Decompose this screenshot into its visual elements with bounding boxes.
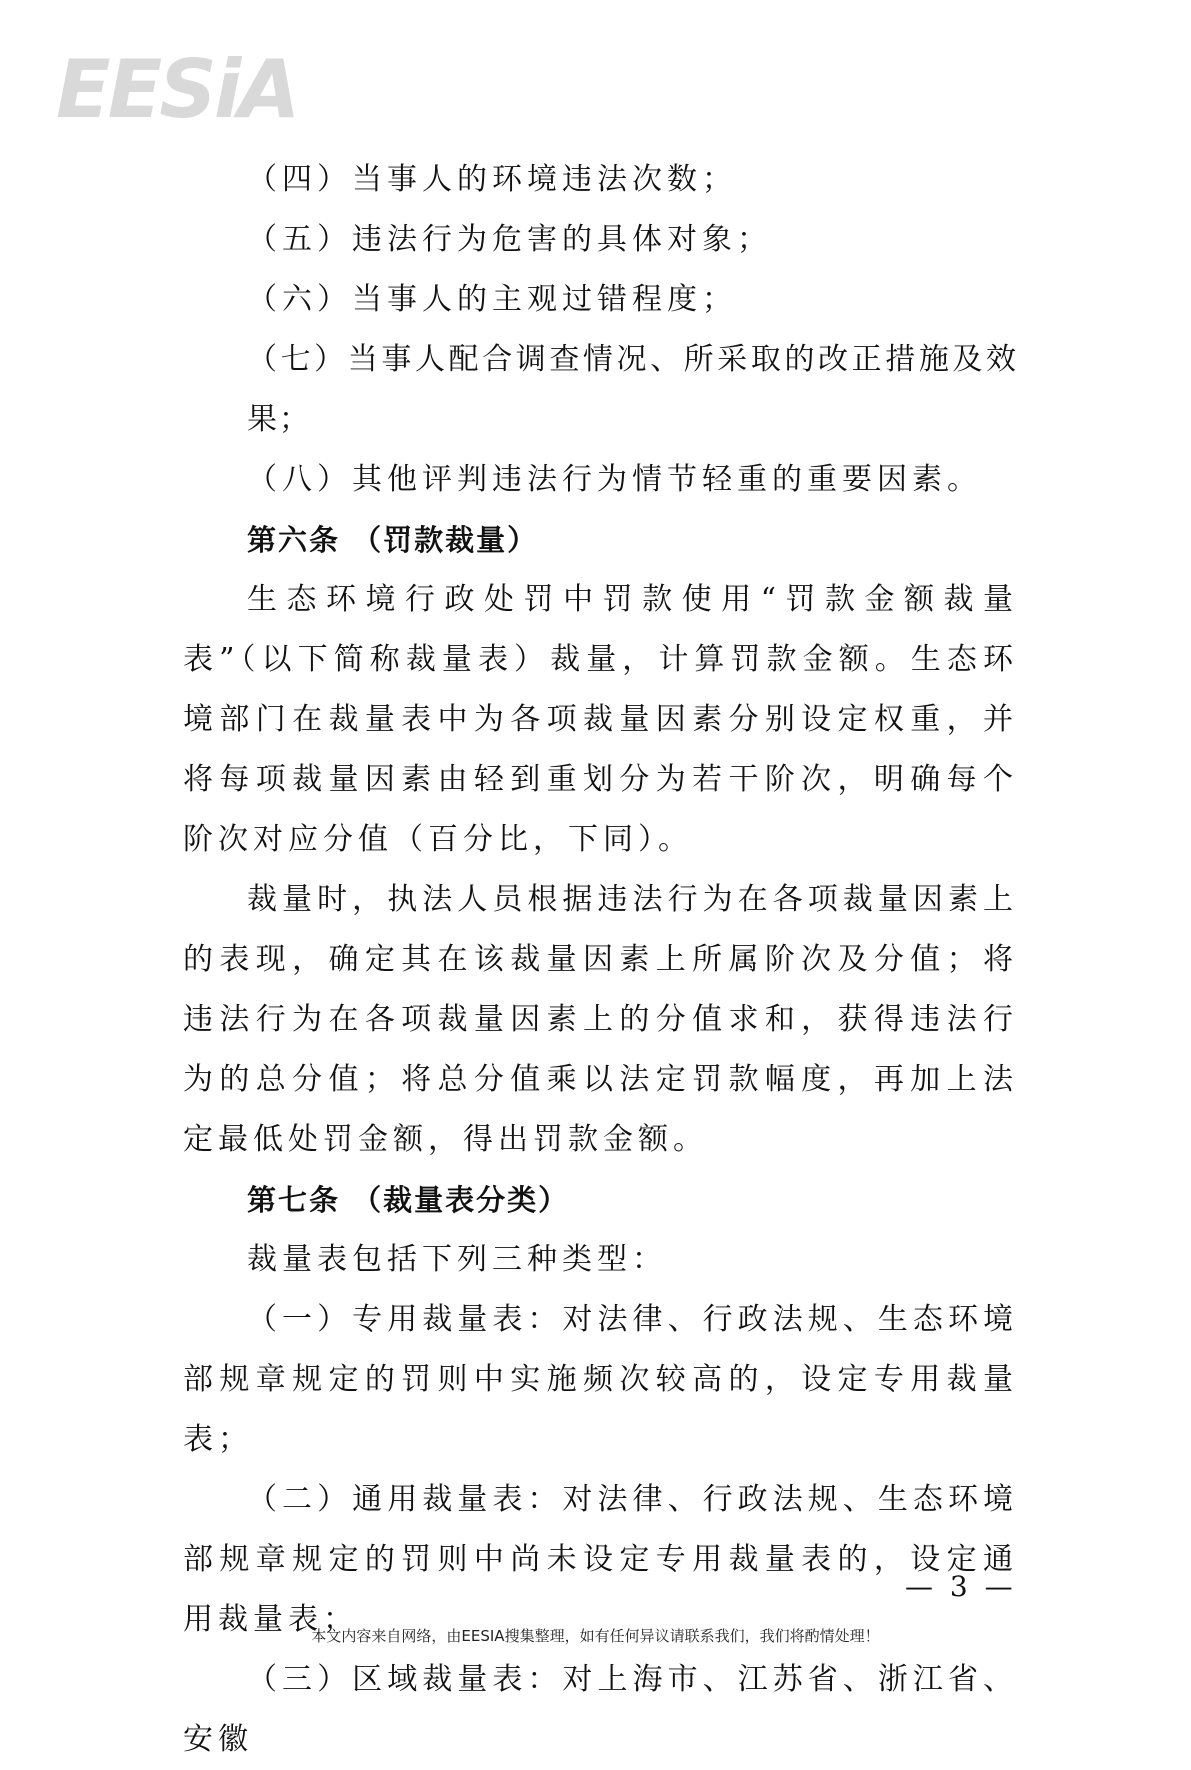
list-item-7: （七）当事人配合调查情况、所采取的改正措施及效果； bbox=[247, 342, 1018, 437]
article-6-heading: 第六条 （罚款裁量） bbox=[247, 523, 539, 557]
document-body bbox=[183, 150, 1018, 1770]
list-item-4: （四）当事人的环境违法次数； bbox=[247, 162, 737, 197]
article-7-intro: 裁量表包括下列三种类型： bbox=[247, 1242, 667, 1277]
footer-disclaimer: 本文内容来自网络，由EESIA搜集整理，如有任何异议请联系我们，我们将酌情处理！ bbox=[311, 1627, 880, 1645]
page-number: — 3 — bbox=[905, 1570, 1017, 1603]
list-item-5: （五）违法行为危害的具体对象； bbox=[247, 222, 772, 257]
list-item-2-general: （二）通用裁量表：对法律、行政法规、生态环境部规章规定的罚则中尚未设定专用裁量表的，设定通用裁量表； bbox=[183, 1482, 1018, 1637]
eesia-watermark-logo: EESiA bbox=[56, 43, 298, 136]
list-item-8: （八）其他评判违法行为情节轻重的重要因素。 bbox=[247, 462, 982, 497]
article-6-paragraph-2: 裁量时，执法人员根据违法行为在各项裁量因素上的表现，确定其在该裁量因素上所属阶次及分值；将违法行为在各项裁量因素上的分值求和，获得违法行为的总分值；将总分值乘以法定罚款幅度，再加上法定最低处罚金额，得出罚款金额。 bbox=[183, 882, 1018, 1157]
list-item-1-dedicated: （一）专用裁量表：对法律、行政法规、生态环境部规章规定的罚则中实施频次较高的，设定专用裁量表； bbox=[183, 1302, 1018, 1457]
article-6-paragraph-1: 生态环境行政处罚中罚款使用“罚款金额裁量表”（以下简称裁量表）裁量，计算罚款金额。生态环境部门在裁量表中为各项裁量因素分别设定权重，并将每项裁量因素由轻到重划分为若干阶次，明确每个阶次对应分值（百分比，下同）。 bbox=[183, 582, 1018, 857]
list-item-6: （六）当事人的主观过错程度； bbox=[247, 282, 737, 317]
list-item-3-regional: （三）区域裁量表：对上海市、江苏省、浙江省、安徽 bbox=[183, 1662, 1018, 1757]
article-7-heading: 第七条 （裁量表分类） bbox=[247, 1183, 570, 1217]
